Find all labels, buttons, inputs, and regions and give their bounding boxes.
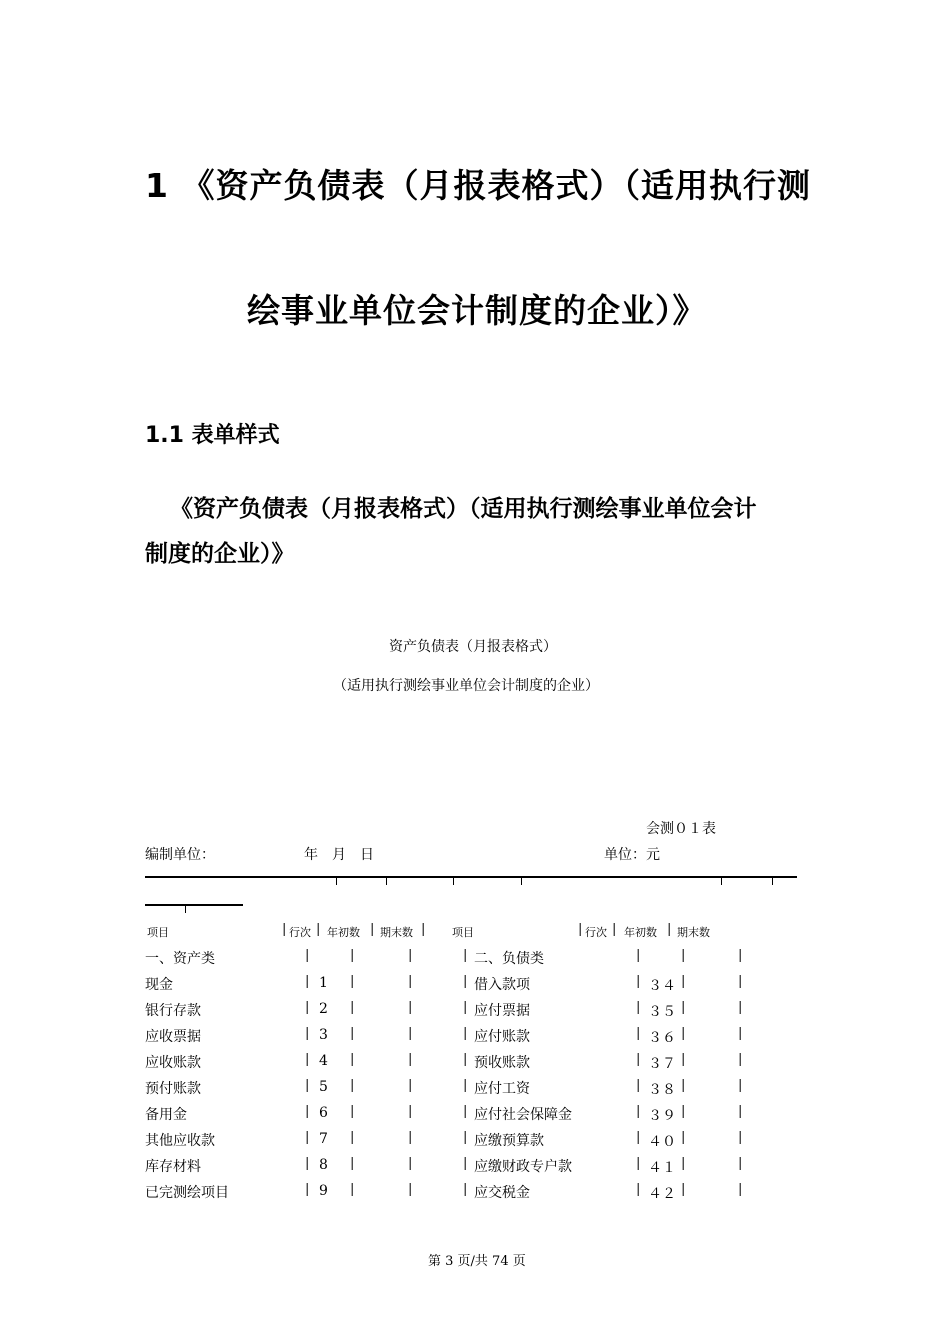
row-number-left: 7 [319,1131,328,1147]
cell-divider: | [463,1156,468,1171]
cell-divider: | [350,974,355,989]
row-item-right: 借入款项 [474,977,530,993]
row-item-left: 应收票据 [145,1029,201,1045]
cell-divider: | [305,1000,310,1015]
row-item-left: 其他应收款 [145,1133,215,1149]
rule-tick [386,878,387,885]
date-label: 年 月 日 [304,847,374,863]
cell-divider: | [463,1182,468,1197]
header-item-left: 项目 [147,926,169,939]
cell-divider: | [463,1130,468,1145]
form-subtitle: （适用执行测绘事业单位会计制度的企业） [333,678,599,694]
cell-divider: | [636,1182,641,1197]
cell-divider: | [408,1182,413,1197]
rule-tick [772,878,773,885]
row-item-left: 库存材料 [145,1159,201,1175]
row-number-left: 6 [319,1105,328,1121]
cell-divider: | [636,1156,641,1171]
cell-divider: | [463,1104,468,1119]
row-item-right: 二、负债类 [474,951,544,967]
header-end-right: 期末数 [677,926,710,939]
row-item-right: 应付社会保障金 [474,1107,572,1123]
cell-divider: | [636,1000,641,1015]
row-item-left: 备用金 [145,1107,187,1123]
cell-divider: | [681,1156,686,1171]
cell-divider: | [350,1078,355,1093]
heading-line-2: 绘事业单位会计制度的企业）》 [247,291,707,330]
cell-divider: | [738,974,743,989]
rule-tick [721,878,722,885]
header-row-left: 行次 [289,926,311,939]
form-code: 会测０１表 [646,821,716,837]
intro-line-2: 制度的企业）》 [145,541,295,567]
cell-divider: | [681,948,686,963]
row-item-left: 一、资产类 [145,951,215,967]
form-title: 资产负债表（月报表格式） [389,639,557,655]
row-number-right: ３５ [648,1004,676,1020]
cell-divider: | [681,1026,686,1041]
cell-divider: | [463,1078,468,1093]
cell-divider: | [305,1130,310,1145]
row-number-left: 1 [319,975,328,991]
cell-divider: | [350,1000,355,1015]
cell-divider: | [681,1000,686,1015]
cell-divider: | [738,1078,743,1093]
cell-divider: | [738,1052,743,1067]
unit-label: 单位：元 [604,847,660,863]
row-number-right: ３７ [648,1056,676,1072]
row-number-right: ３９ [648,1108,676,1124]
cell-divider: | [350,1026,355,1041]
cell-divider: | [738,1156,743,1171]
row-item-right: 应交税金 [474,1185,530,1201]
rule-tick [336,878,337,885]
cell-divider: | [305,1156,310,1171]
cell-divider: | [305,1104,310,1119]
row-number-left: 4 [319,1053,328,1069]
row-item-left: 已完测绘项目 [145,1185,229,1201]
cell-divider: | [305,1026,310,1041]
row-item-left: 现金 [145,977,173,993]
cell-divider: | [681,1052,686,1067]
row-number-right: ３８ [648,1082,676,1098]
cell-divider: | [738,1130,743,1145]
heading-line-1: 1 《资产负债表（月报表格式）（适用执行测 [145,166,811,205]
header-row-right: 行次 [585,926,607,939]
cell-divider: | [636,1130,641,1145]
cell-divider: | [636,1052,641,1067]
cell-divider: | [636,974,641,989]
cell-divider: | [408,1026,413,1041]
cell-divider: | [305,1052,310,1067]
row-number-right: ３６ [648,1030,676,1046]
header-begin-right: 年初数 [624,926,657,939]
header-end-left: 期末数 [380,926,413,939]
cell-divider: | [408,1156,413,1171]
cell-divider: | [305,974,310,989]
cell-divider: | [681,1182,686,1197]
cell-divider: | [408,1078,413,1093]
rule-tick [185,906,186,913]
row-number-right: ４１ [648,1160,676,1176]
cell-divider: | [681,1104,686,1119]
cell-divider: | [681,1078,686,1093]
cell-divider: | [408,974,413,989]
cell-divider: | [463,948,468,963]
page-footer: 第 3 页/共 74 页 [428,1254,526,1269]
cell-divider: | [350,1052,355,1067]
cell-divider: | [636,1104,641,1119]
row-number-left: 9 [319,1183,328,1199]
row-item-right: 应付票据 [474,1003,530,1019]
cell-divider: | [350,1104,355,1119]
cell-divider: | [408,1000,413,1015]
row-item-right: 应付账款 [474,1029,530,1045]
section-heading: 1.1 表单样式 [145,423,280,448]
cell-divider: | [305,1078,310,1093]
row-number-right: ４０ [648,1134,676,1150]
row-number-left: 8 [319,1157,328,1173]
cell-divider: | [350,1156,355,1171]
cell-divider: | [350,1130,355,1145]
row-number-left: 5 [319,1079,328,1095]
row-item-right: 应付工资 [474,1081,530,1097]
table-second-rule [145,904,243,906]
row-item-left: 预付账款 [145,1081,201,1097]
cell-divider: | [463,1052,468,1067]
cell-divider: | [738,1104,743,1119]
cell-divider: | [463,1026,468,1041]
cell-divider: | [681,974,686,989]
rule-tick [521,878,522,885]
row-number-right: ４２ [648,1186,676,1202]
cell-divider: | [636,948,641,963]
row-number-left: 3 [319,1027,328,1043]
row-item-right: 应缴预算款 [474,1133,544,1149]
cell-divider: | [463,974,468,989]
intro-line-1: 《资产负债表（月报表格式）（适用执行测绘事业单位会计 [170,496,757,522]
cell-divider: | [408,948,413,963]
header-item-right: 项目 [452,926,474,939]
cell-divider: | [305,948,310,963]
cell-divider: | [636,1078,641,1093]
row-item-left: 应收账款 [145,1055,201,1071]
rule-tick [453,878,454,885]
header-begin-left: 年初数 [327,926,360,939]
cell-divider: | [305,1182,310,1197]
cell-divider: | [636,1026,641,1041]
cell-divider: | [408,1104,413,1119]
cell-divider: | [738,948,743,963]
cell-divider: | [738,1182,743,1197]
cell-divider: | [738,1000,743,1015]
cell-divider: | [681,1130,686,1145]
cell-divider: | [463,1000,468,1015]
row-number-right: ３４ [648,978,676,994]
row-number-left: 2 [319,1001,328,1017]
cell-divider: | [408,1052,413,1067]
cell-divider: | [408,1130,413,1145]
cell-divider: | [738,1026,743,1041]
table-top-rule [145,876,797,878]
prepared-by-label: 编制单位： [145,847,215,863]
cell-divider: | [350,948,355,963]
row-item-right: 预收账款 [474,1055,530,1071]
row-item-left: 银行存款 [145,1003,201,1019]
cell-divider: | [350,1182,355,1197]
row-item-right: 应缴财政专户款 [474,1159,572,1175]
